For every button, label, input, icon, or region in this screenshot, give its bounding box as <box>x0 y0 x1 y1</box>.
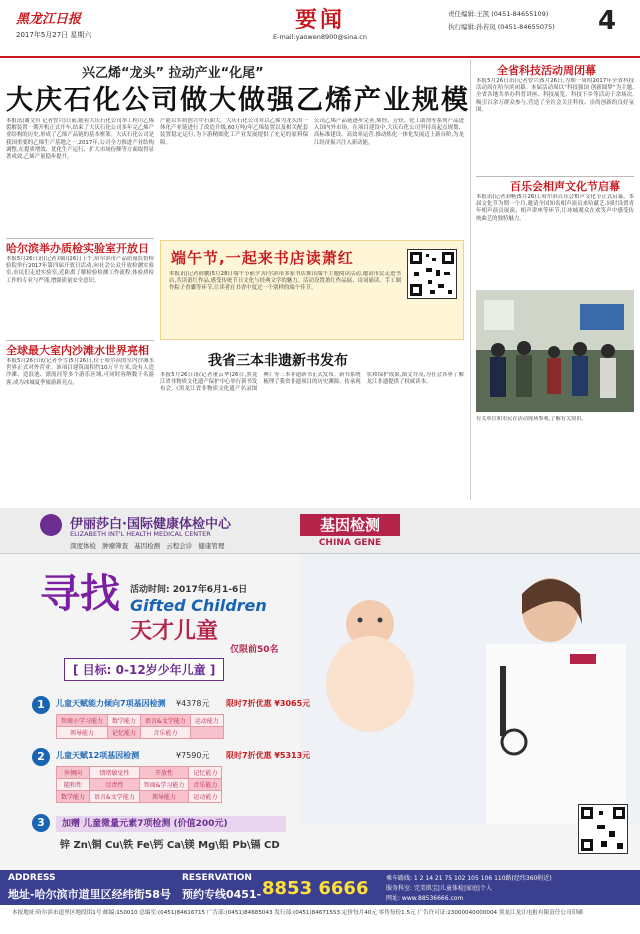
website: 网址: www.88536666.com <box>386 895 464 902</box>
service-item: 健康管理 <box>198 542 225 550</box>
masthead: 黑龙江日报 <box>16 12 82 27</box>
package-1-name: 儿童天赋能力倾向7项基因检测 <box>56 699 166 708</box>
table-cell: 数学能力 <box>108 715 141 727</box>
table-cell: 智商小学习能力 <box>57 715 108 727</box>
bus-routes: 乘车路线: 1 2 14 21 75 102 105 106 110路(经纬360附近) <box>386 875 552 882</box>
table-cell: 语言&文学能力 <box>141 715 191 727</box>
package-number: 2 <box>32 748 50 766</box>
service-item: 基因检测 <box>134 542 161 550</box>
right-headline-1: 全省科技活动周闭幕 <box>497 64 596 77</box>
divider <box>6 238 154 239</box>
news-photo <box>476 290 634 412</box>
left-headline-1: 哈尔滨举办质检实验室开放日 <box>6 242 149 255</box>
hospital-services <box>70 541 224 550</box>
table-cell: 随和性 <box>57 779 90 791</box>
gene-title-en: CHINA GENE <box>318 538 382 548</box>
photo-caption: 有关单位和市民在活动现场参观,了解有关知识。 <box>476 416 587 422</box>
gene-title: 基因检测 <box>300 514 400 536</box>
table-cell: 运动能力 <box>190 715 223 727</box>
package-2-offer: 限时7折优惠 ¥5313元 <box>226 751 311 760</box>
table-cell: 智商&学习能力 <box>139 779 189 791</box>
package-3-name: 加赠 儿童微量元素7项检测 <box>62 819 171 829</box>
heritage-headline: 我省三本非遗新书发布 <box>208 353 348 369</box>
package-number: 3 <box>32 814 50 832</box>
editor-line: 责任编辑:王凯 (0451-84655109) <box>448 10 549 18</box>
right-body-1: 本报5月26日讯(记者曾兴)5月26日,为期一周的2017年全省科技活动周在哈尔滨闭幕。本届活动周以“科技强国 创新圆梦”为主题,全省各地共举办科普讲座、科技展览、科技下乡等活动千余场次,吸引百余万群众参与,营造了全社会关注科技、崇尚创新的良好氛围。 <box>476 78 634 113</box>
lead-body-col3: 公司乙烯产品链逐步完善,烯烃、芳烃、化工助剂等系列产品进入国内外市场。在项目建设中,大庆石化公司坚持高起点规划、高标准建设、高效率运营,推动炼化一体化发展迈上新台阶,为龙江经济振兴注入新动能。 <box>314 118 464 146</box>
package-3-value: (价值200元) <box>173 819 228 829</box>
find-char: 寻找 <box>40 571 120 617</box>
right-headline-2: 百乐会相声文化节启幕 <box>510 180 620 193</box>
service-item: 云程会诊 <box>166 542 193 550</box>
table-cell: 运动能力 <box>189 791 222 803</box>
trace-elements: 锌 Zn\铜 Cu\铁 Fe\钙 Ca\镁 Mg\铅 Pb\镉 CD <box>60 840 280 851</box>
left-body-1: 本报5月26日讯(记者刘阳)26日上午,哈尔滨市产品质量监督检验院举行2017年第四届开放日活动,向社会公众开放检测实验室,市民们走进实验室,近距离了解检验检测工作流程,体验质检工作的专业与严谨,增强质量安全意识。 <box>6 256 154 284</box>
package-2-table <box>56 766 222 803</box>
table-cell: 语言&文学能力 <box>90 791 140 803</box>
page-number: 4 <box>598 6 617 36</box>
hospital-logo-icon <box>40 514 62 536</box>
table-cell <box>190 727 223 739</box>
campaign-date: 活动时间: 2017年6月1-6日 <box>130 585 248 595</box>
page-header <box>0 0 640 58</box>
table-cell: 领导能力 <box>57 727 108 739</box>
divider <box>476 176 634 177</box>
package-2-name: 儿童天赋12项基因检测 <box>56 751 140 760</box>
lead-headline: 大庆石化公司做大做强乙烯产业规模 <box>6 85 470 116</box>
table-cell: 领导能力 <box>139 791 189 803</box>
left-body-2: 本报5月26日讯(记者李雪)5月26日,位于哈尔滨的室内沙滩水世界正式对外营业。该项目建筑面积约10万平方米,设有人造沙滩、造浪池、漂流河等多个游乐区域,可同时容纳数千名游客,成为冰城夏季旅游新亮点。 <box>6 358 154 386</box>
column-rule <box>470 60 471 500</box>
ad-qr-code <box>578 804 628 854</box>
package-2-price: ¥7590元 <box>176 751 210 760</box>
lead-kicker: 兴乙烯“龙头” 拉动产业“化尾” <box>82 66 264 81</box>
quota: 仅限前50名 <box>230 645 279 655</box>
table-cell: 记忆能力 <box>108 727 141 739</box>
reservation-text: 预约专线0451- <box>182 888 262 901</box>
section-email: E-mail:yaowen8900@sina.cn <box>273 33 367 41</box>
table-cell: 外倾向 <box>57 767 90 779</box>
section-title: 要闻 <box>294 7 345 33</box>
phone-number: 8853 6666 <box>262 878 369 899</box>
left-headline-2: 全球最大室内沙滩水世界亮相 <box>6 344 149 357</box>
package-1-offer: 限时7折优惠 ¥3065元 <box>226 699 311 708</box>
service-item: 肿瘤筛查 <box>102 542 129 550</box>
editor-line: 执行编辑:孙若凤 (0451-84655075) <box>448 23 555 31</box>
address-label: ADDRESS <box>8 873 56 883</box>
editor-credits <box>448 8 555 34</box>
table-cell: 音乐能力 <box>189 779 222 791</box>
feature-box <box>160 240 464 340</box>
table-cell: 情绪敏觉性 <box>90 767 140 779</box>
departments: 服务科室: 完美肌宝|儿童体检|家庭|个人 <box>386 885 492 892</box>
service-item: 深度体检 <box>70 542 96 550</box>
target-age: [ 目标: 0-12岁少年儿童 ] <box>64 658 224 681</box>
address: 地址-哈尔滨市道里区经纬街58号 <box>8 888 171 901</box>
reservation-label: RESERVATION <box>182 873 252 883</box>
table-cell: 音乐能力 <box>141 727 191 739</box>
advertisement <box>0 508 640 870</box>
package-1-price: ¥4378元 <box>176 699 210 708</box>
feature-title: 端午节,一起来书店读萧红 <box>171 249 354 267</box>
ad-photo <box>300 554 640 824</box>
hospital-name-en: ELIZABETH INT'L HEALTH MEDICAL CENTER <box>70 530 211 538</box>
divider <box>6 340 154 341</box>
issue-date: 2017年5月27日 星期六 <box>16 31 92 39</box>
table-cell: 开放性 <box>139 767 189 779</box>
package-number: 1 <box>32 696 50 714</box>
ad-footer <box>0 870 640 905</box>
feature-body: 本报讯(记者薛鹏)5月28日端午节前夕,哈尔滨市多家书店推出端午主题阅读活动,邀请市民走进书店,共读萧红作品,感受传统节日文化与经典文学的魅力。活动设置萧红作品展、诗词诵读、手工制作粽子香囊等环节,让读者在书香中度过一个别样的端午佳节。 <box>169 271 401 292</box>
qr-code <box>407 249 457 299</box>
table-cell: 记忆能力 <box>189 767 222 779</box>
gifted-cn: 天才儿童 <box>130 619 219 644</box>
imprint: 本报地址:哈尔滨市道里区地段街1号 邮编:150010 总编室:(0451)84616715 广告部:(0451)84685043 发行部:(0451)84671553 定价每月40元 零售每份1.5元 广告许可证:23000040000004 黑龙江龙江电报有限责任公司印刷 <box>12 910 583 916</box>
package-3-banner <box>56 816 286 832</box>
right-body-2: 本报讯(记者刘畅)5月26日,哈尔滨百乐会相声文化节正式启幕。本届文化节为期一个月,邀请全国知名相声演员来哈献艺,同时设置青年相声演员展演、相声讲座等环节,让冰城观众在欢笑声中感受传统曲艺的独特魅力。 <box>476 194 634 222</box>
table-cell: 数学能力 <box>57 791 90 803</box>
heritage-body: 本报5月26日讯(记者董云华)26日,黑龙江省非物质文化遗产保护中心举行新书发布会,《黑龙江省非物质文化遗产名录图典》等三本非遗新书正式发布。新书系统梳理了我省非遗项目的历史渊源、传承现状和保护成果,图文并茂,为社会各界了解龙江非遗提供了权威读本。 <box>160 372 464 393</box>
lead-body-col1: 本报讯(谢文有 记者曾兴)日前,随着大庆石化公司举工程司乙烯裂解装置一期开机正式开车,结束了大庆石化公司多年完乙烯产业结构的历史,形成了乙烯产品链的基本框架。大庆石化公司是我国重要的乙烯生产基地之一,2017年,公司全力推进产业结构调整,在提质增效、优化生产运行、扩大市场份额等方面取得显著成效,乙烯产量稳步提升。 <box>6 118 154 161</box>
gifted-en: Gifted Children <box>130 596 267 615</box>
package-1-table <box>56 714 224 739</box>
ad-banner <box>0 508 640 554</box>
table-cell: 尽责性 <box>90 779 140 791</box>
hospital-name-cn: 伊丽莎白·国际健康体检中心 <box>70 517 231 532</box>
lead-body-col2: 产能以实质创兴中石油大。大庆石化公司对以乙烯为龙头的一体化产业链进行了改造升级,60万吨/年乙烯装置以及相关配套装置稳定运行,为下游精细化工产业发展提供了充足的原料保障。 <box>160 118 308 146</box>
